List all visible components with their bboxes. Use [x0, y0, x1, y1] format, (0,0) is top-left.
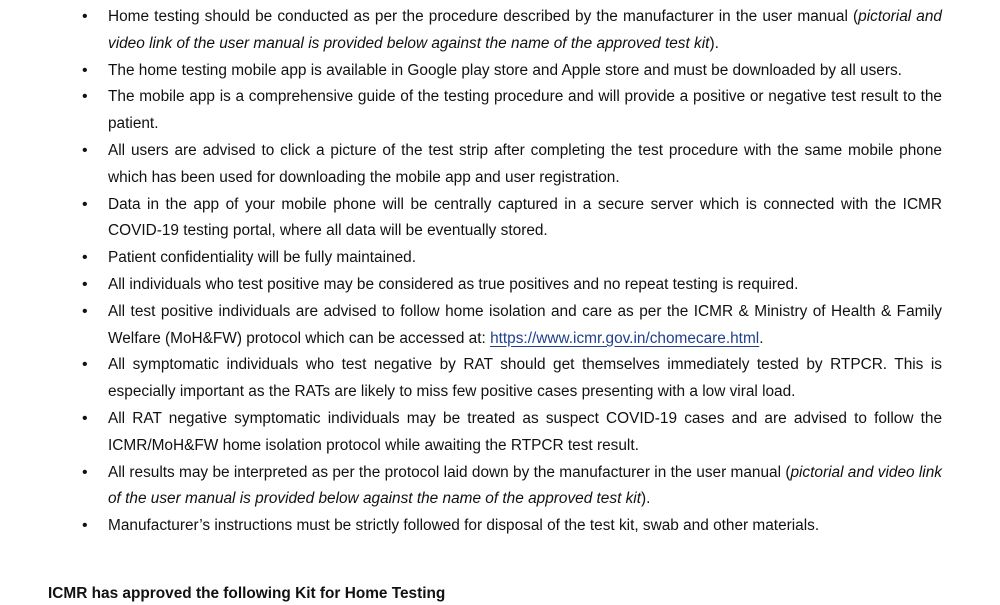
list-item [80, 84, 942, 138]
bullet-point-icon: • [82, 275, 88, 293]
guidelines-bullet-list [80, 4, 942, 540]
list-item [80, 245, 942, 272]
list-item [80, 272, 942, 299]
bullet-point-icon: • [82, 356, 88, 374]
bullet-point-icon: • [82, 88, 88, 106]
bullet-text: Data in the app of your mobile phone will be centrally captured in a secure server which is connected with the ICMR COVID-19 testing portal, where all data will be eventually stored. [108, 195, 942, 240]
bullet-point-icon: • [82, 141, 88, 159]
bullet-italic-note: pictorial and video link of the user manual is provided below against the name of the approved test kit [108, 8, 942, 52]
bullet-point-icon: • [82, 61, 88, 79]
bullet-point-icon: • [82, 409, 88, 427]
list-item [80, 4, 942, 58]
bullet-text: Home testing should be conducted as per the procedure described by the manufacturer in the user manual ( [108, 8, 859, 25]
bullet-text-tail: ). [641, 490, 651, 508]
bullet-text: All individuals who test positive may be considered as true positives and no repeat testing is required. [108, 275, 799, 293]
bullet-point-icon: • [82, 463, 88, 481]
bullet-point-icon: • [82, 249, 88, 267]
bullet-italic-note: pictorial and video link of the user manual is provided below against the name of the approved test kit [108, 463, 942, 508]
bullet-text-tail: ). [709, 34, 719, 52]
list-item [80, 192, 942, 246]
bullet-point-icon: • [82, 195, 88, 213]
bullet-text: All users are advised to click a picture of the test strip after completing the test procedure with the same mobile phone which has been used for downloading the mobile app and user registration. [108, 141, 942, 186]
list-item [80, 138, 942, 192]
bullet-point-icon: • [82, 517, 88, 535]
section-heading: ICMR has approved the following Kit for Home Testing [48, 585, 446, 602]
bullet-text: All results may be interpreted as per the protocol laid down by the manufacturer in the user manual ( [108, 463, 791, 481]
bullet-text: The home testing mobile app is available in Google play store and Apple store and must be downloaded by all users. [108, 61, 902, 79]
bullet-text: All RAT negative symptomatic individuals may be treated as suspect COVID-19 cases and are advised to follow the ICMR/MoH&FW home isolation protocol while awaiting the RTPCR test result. [108, 409, 942, 454]
list-item [80, 460, 942, 514]
bullet-text: All symptomatic individuals who test negative by RAT should get themselves immediately tested by RTPCR. This is especially important as the RATs are likely to miss few positive cases presenting with a low viral load. [108, 356, 942, 401]
bullet-point-icon: • [82, 8, 88, 25]
list-item [80, 58, 942, 85]
bullet-text-tail: . [759, 329, 764, 347]
bullet-point-icon: • [82, 302, 88, 320]
bullet-text: The mobile app is a comprehensive guide of the testing procedure and will provide a positive or negative test result to the patient. [108, 88, 942, 133]
list-item [80, 406, 942, 460]
bullet-text: Manufacturer’s instructions must be strictly followed for disposal of the test kit, swab and other materials. [108, 517, 820, 535]
bullet-text: All test positive individuals are advised to follow home isolation and care as per the ICMR & Ministry of Health & Family Welfare (MoH&FW) protocol which can be accessed at: [108, 302, 942, 347]
bullet-text: Patient confidentiality will be fully maintained. [108, 249, 416, 267]
list-item [80, 513, 942, 540]
list-item [80, 352, 942, 406]
list-item [80, 299, 942, 353]
home-care-protocol-link[interactable]: https://www.icmr.gov.in/chomecare.html [490, 329, 760, 347]
